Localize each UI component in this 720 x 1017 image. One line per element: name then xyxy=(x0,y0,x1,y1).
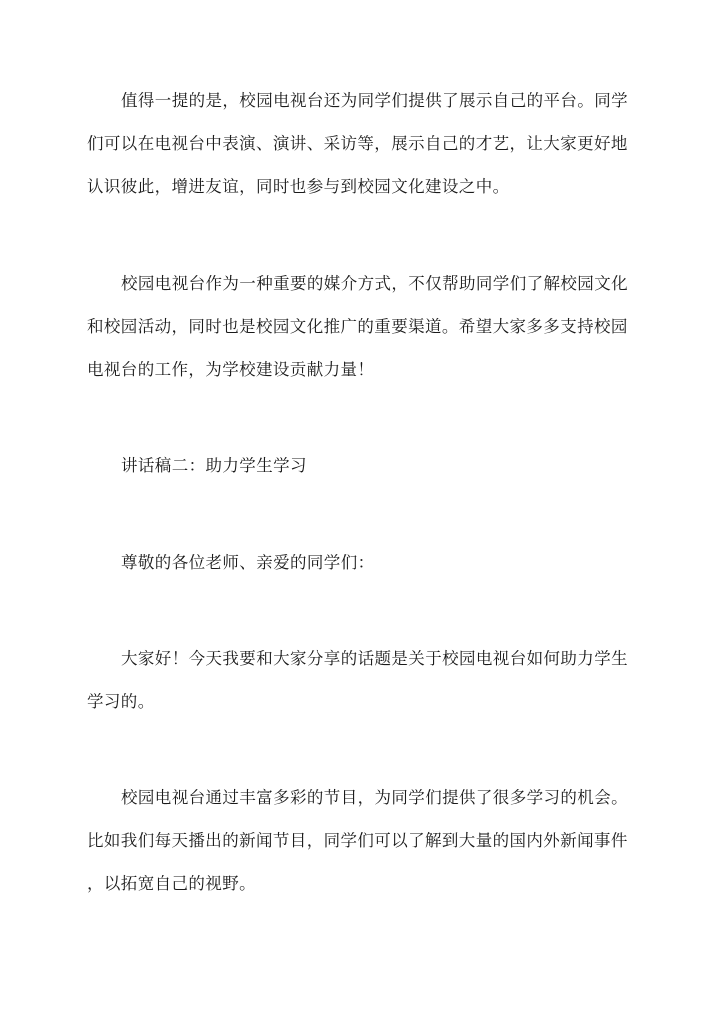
text-line: 和校园活动，同时也是校园文化推广的重要渠道。希望大家多多支持校园 xyxy=(87,317,628,336)
text-line: 讲话稿二：助力学生学习 xyxy=(121,456,307,475)
paragraph-learning-opportunities xyxy=(87,776,635,905)
salutation xyxy=(87,541,635,584)
text-line: 校园电视台作为一种重要的媒介方式，不仅帮助同学们了解校园文化 xyxy=(121,274,628,293)
paragraph-student-platform xyxy=(87,79,635,208)
paragraph-media-channel xyxy=(87,262,635,391)
text-line: 比如我们每天播出的新闻节目，同学们可以了解到大量的国内外新闻事件 xyxy=(87,831,628,850)
text-line: 认识彼此，增进友谊，同时也参与到校园文化建设之中。 xyxy=(87,177,510,196)
section-heading xyxy=(87,444,635,487)
text-line: 值得一提的是，校园电视台还为同学们提供了展示自己的平台。同学 xyxy=(121,91,628,110)
text-line: 大家好！今天我要和大家分享的话题是关于校园电视台如何助力学生 xyxy=(121,649,628,668)
text-line: 电视台的工作，为学校建设贡献力量！ xyxy=(87,360,375,379)
paragraph-greeting xyxy=(87,637,635,723)
text-line: 校园电视台通过丰富多彩的节目，为同学们提供了很多学习的机会。 xyxy=(121,788,628,807)
text-line: 尊敬的各位老师、亲爱的同学们： xyxy=(121,553,375,572)
text-line: ，以拓宽自己的视野。 xyxy=(87,874,256,893)
text-line: 学习的。 xyxy=(87,692,155,711)
text-line: 们可以在电视台中表演、演讲、采访等，展示自己的才艺，让大家更好地 xyxy=(87,134,628,153)
